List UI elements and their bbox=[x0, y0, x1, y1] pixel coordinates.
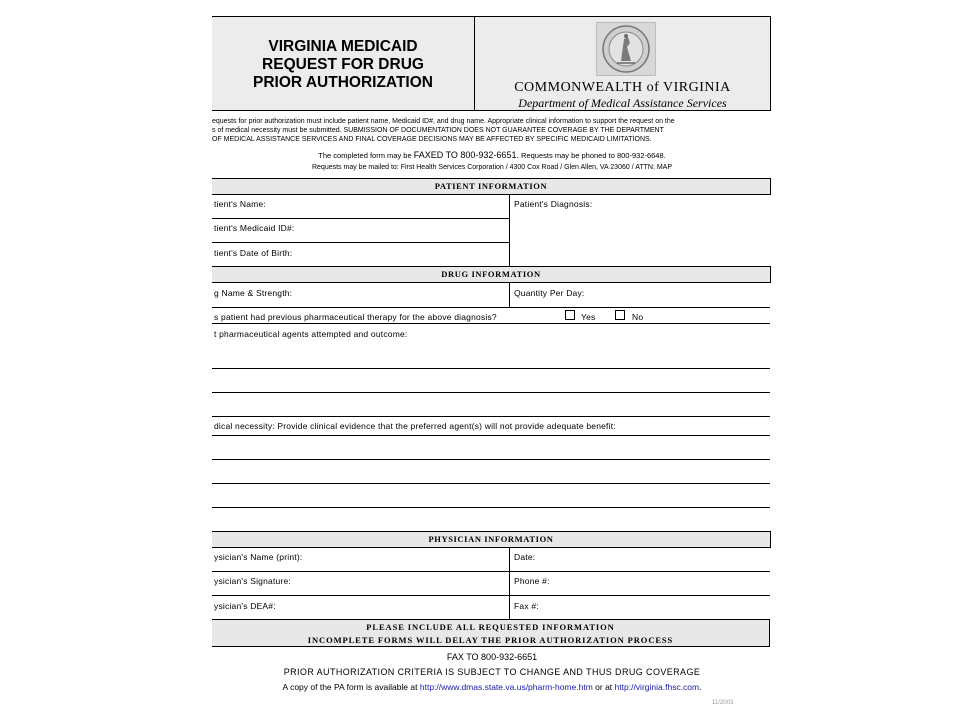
previous-therapy-yes-checkbox[interactable] bbox=[565, 310, 575, 320]
physician-dea-field[interactable] bbox=[287, 597, 502, 617]
no-label: No bbox=[632, 312, 644, 322]
notice-line-2: INCOMPLETE FORMS WILL DELAY THE PRIOR AUTHORIZATION PROCESS bbox=[307, 635, 674, 645]
physician-rule-2 bbox=[212, 595, 770, 596]
form-title-line-1: VIRGINIA MEDICAID bbox=[268, 38, 418, 55]
date-label: Date: bbox=[514, 552, 536, 562]
notice-line-1: PLEASE INCLUDE ALL REQUESTED INFORMATION bbox=[366, 622, 615, 632]
dmas-link[interactable]: http://www.dmas.state.va.us/pharm-home.htm bbox=[419, 682, 593, 692]
copy-prefix: A copy of the PA form is available at bbox=[282, 682, 418, 692]
agents-attempted-label: t pharmaceutical agents attempted and outcome: bbox=[214, 329, 408, 339]
drug-rule-2 bbox=[212, 323, 770, 324]
medical-necessity-label: dical necessity: Provide clinical evidence that the preferred agent(s) will not provide adequate benefit: bbox=[214, 421, 616, 431]
agents-line-3 bbox=[212, 416, 770, 417]
commonwealth-heading: COMMONWEALTH of VIRGINIA bbox=[514, 80, 731, 95]
instructions-line-1: equests for prior authorization must include patient name, Medicaid ID#, and drug name. Appropriate clinical information to support the request on the bbox=[212, 118, 675, 125]
physician-name-label: ysician's Name (print): bbox=[214, 552, 303, 562]
drug-section-header: DRUG INFORMATION bbox=[212, 266, 771, 283]
physician-section-header: PHYSICIAN INFORMATION bbox=[212, 531, 771, 548]
instructions-line-2: s of medical necessity must be submitted. SUBMISSION OF DOCUMENTATION DOES NOT GUARANTEE COVERAGE BY THE DEPARTMENT bbox=[212, 127, 664, 134]
patient-diagnosis-field[interactable] bbox=[514, 212, 764, 262]
physician-dea-label: ysician's DEA#: bbox=[214, 601, 276, 611]
fhsc-link[interactable]: http://virginia.fhsc.com bbox=[614, 682, 700, 692]
or-text: or at bbox=[595, 682, 613, 692]
drug-rule-1 bbox=[212, 307, 770, 308]
patient-medicaid-id-field[interactable] bbox=[307, 220, 502, 240]
fax-label: Fax #: bbox=[514, 601, 539, 611]
necessity-line-4 bbox=[212, 507, 770, 508]
agents-line-2 bbox=[212, 392, 770, 393]
footer-fax: FAX TO 800-932-6651 bbox=[446, 652, 538, 662]
physician-rule-1 bbox=[212, 571, 770, 572]
form-revision-code: 11/2003 bbox=[712, 700, 734, 706]
patient-medicaid-id-label: tient's Medicaid ID#: bbox=[214, 223, 295, 233]
fax-field[interactable] bbox=[547, 597, 762, 617]
agents-attempted-field[interactable] bbox=[214, 340, 770, 410]
pa-request-form bbox=[212, 0, 772, 720]
patient-dob-field[interactable] bbox=[307, 244, 502, 264]
phone-label: Phone #: bbox=[514, 576, 550, 586]
department-heading: Department of Medical Assistance Services bbox=[518, 96, 727, 110]
phone-field[interactable] bbox=[557, 573, 762, 593]
medical-necessity-field[interactable] bbox=[214, 434, 770, 508]
patient-rule-1 bbox=[212, 218, 509, 219]
physician-divider bbox=[509, 547, 510, 619]
patient-diagnosis-label: Patient's Diagnosis: bbox=[514, 199, 593, 209]
completed-prefix: The completed form may be bbox=[318, 151, 412, 160]
phone-instructions: Requests may be phoned to 800-932-6648. bbox=[521, 151, 666, 160]
footer-period: . bbox=[699, 682, 702, 692]
drug-name-strength-label: g Name & Strength: bbox=[214, 288, 293, 298]
required-info-notice bbox=[212, 619, 770, 647]
footer-criteria: PRIOR AUTHORIZATION CRITERIA IS SUBJECT TO CHANGE AND THUS DRUG COVERAGE bbox=[283, 667, 701, 677]
physician-name-field[interactable] bbox=[312, 549, 502, 569]
form-title-panel bbox=[212, 17, 475, 110]
previous-therapy-question: s patient had previous pharmaceutical therapy for the above diagnosis? bbox=[214, 312, 497, 322]
patient-name-label: tient's Name: bbox=[214, 199, 266, 209]
mail-instructions: Requests may be mailed to: First Health Services Corporation / 4300 Cox Road / Glen Allen, VA 23060 / ATTN: MAP bbox=[311, 164, 673, 171]
fax-number-emphasis: FAXED TO 800-932-6651. bbox=[413, 150, 519, 160]
physician-signature-label: ysician's Signature: bbox=[214, 576, 291, 586]
quantity-per-day-label: Quantity Per Day: bbox=[514, 288, 585, 298]
necessity-line-2 bbox=[212, 459, 770, 460]
quantity-per-day-field[interactable] bbox=[602, 284, 762, 304]
patient-section-header: PATIENT INFORMATION bbox=[212, 178, 771, 195]
patient-name-field[interactable] bbox=[272, 196, 502, 216]
patient-rule-2 bbox=[212, 242, 509, 243]
patient-dob-label: tient's Date of Birth: bbox=[214, 248, 293, 258]
fax-instructions bbox=[212, 151, 772, 161]
agents-line-1 bbox=[212, 368, 770, 369]
physician-signature-field[interactable] bbox=[302, 573, 502, 593]
necessity-line-3 bbox=[212, 483, 770, 484]
virginia-state-seal-icon bbox=[596, 22, 656, 76]
patient-divider bbox=[509, 194, 510, 266]
form-title-line-3: PRIOR AUTHORIZATION bbox=[253, 74, 433, 91]
form-title-line-2: REQUEST FOR DRUG bbox=[262, 56, 424, 73]
date-field[interactable] bbox=[542, 549, 762, 569]
instructions-line-3: OF MEDICAL ASSISTANCE SERVICES AND FINAL COVERAGE DECISIONS MAY BE AFFECTED BY SPECIFIC MEDICAID LIMITATIONS. bbox=[212, 136, 652, 143]
yes-label: Yes bbox=[581, 312, 596, 322]
drug-name-strength-field[interactable] bbox=[297, 284, 502, 304]
previous-therapy-no-checkbox[interactable] bbox=[615, 310, 625, 320]
necessity-line-1 bbox=[212, 435, 770, 436]
footer-copy-availability bbox=[212, 682, 772, 692]
drug-divider bbox=[509, 282, 510, 307]
